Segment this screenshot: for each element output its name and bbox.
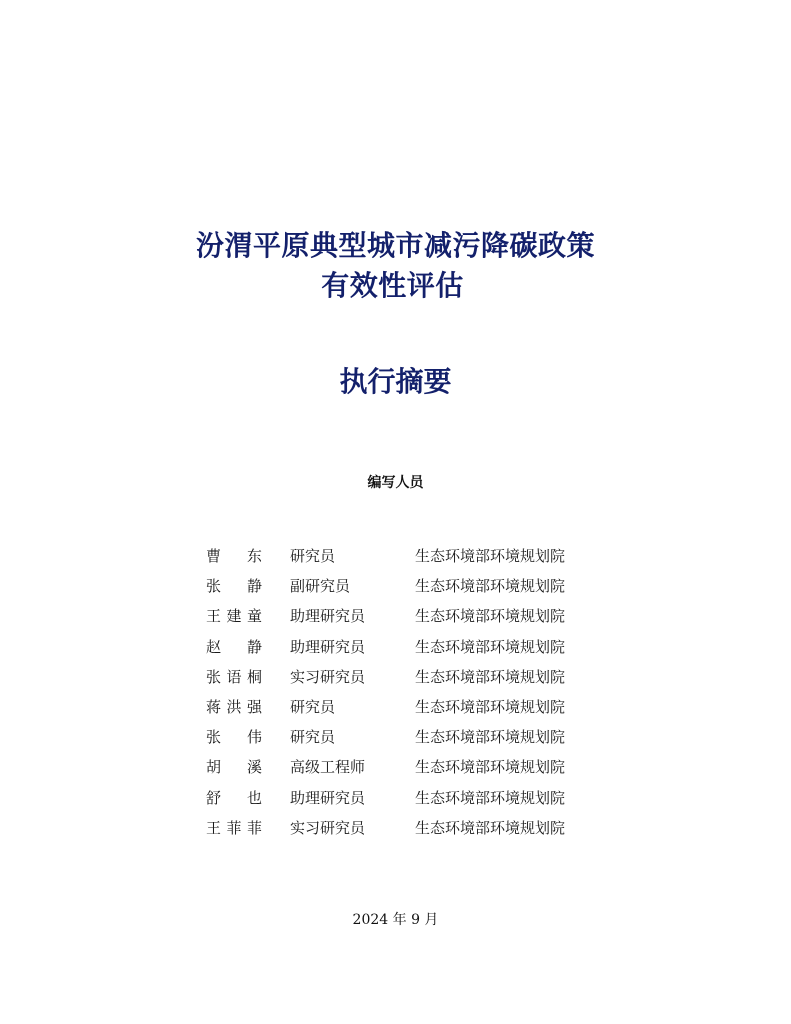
document-title bbox=[0, 226, 791, 306]
author-org: 生态环境部环境规划院 bbox=[415, 607, 566, 626]
author-name: 胡 溪 bbox=[206, 758, 262, 777]
author-name: 赵 静 bbox=[206, 637, 262, 656]
author-name: 张 静 bbox=[206, 577, 262, 596]
title-line-2: 有效性评估 bbox=[321, 269, 464, 302]
author-title: 助理研究员 bbox=[290, 607, 366, 626]
author-row bbox=[206, 816, 606, 846]
author-row bbox=[206, 725, 606, 755]
author-title: 研究员 bbox=[290, 547, 336, 565]
author-org: 生态环境部环境规划院 bbox=[415, 758, 566, 777]
author-org: 生态环境部环境规划院 bbox=[415, 697, 566, 716]
authors-list bbox=[206, 544, 606, 846]
author-org: 生态环境部环境规划院 bbox=[415, 667, 566, 686]
author-name: 张 伟 bbox=[206, 728, 262, 747]
author-name: 王菲菲 bbox=[206, 818, 262, 837]
author-title: 研究员 bbox=[290, 728, 336, 747]
title-line-1: 汾渭平原典型城市减污降碳政策 bbox=[195, 229, 595, 262]
publication-date: 2024 年 9 月 bbox=[352, 912, 439, 928]
author-row bbox=[206, 755, 606, 785]
author-title: 助理研究员 bbox=[290, 788, 366, 807]
author-row bbox=[206, 635, 606, 665]
author-org: 生态环境部环境规划院 bbox=[415, 547, 566, 565]
author-row bbox=[206, 786, 606, 816]
author-row bbox=[206, 665, 606, 695]
author-title: 实习研究员 bbox=[290, 667, 366, 686]
author-name: 舒 也 bbox=[206, 788, 262, 807]
author-name: 曹 东 bbox=[206, 547, 262, 565]
author-org: 生态环境部环境规划院 bbox=[415, 577, 566, 596]
document-subtitle: 执行摘要 bbox=[339, 365, 452, 398]
author-title: 助理研究员 bbox=[290, 637, 366, 656]
author-row bbox=[206, 544, 606, 574]
author-row bbox=[206, 604, 606, 634]
author-org: 生态环境部环境规划院 bbox=[415, 788, 566, 807]
author-org: 生态环境部环境规划院 bbox=[415, 728, 566, 747]
authors-heading: 编写人员 bbox=[367, 475, 424, 491]
author-title: 研究员 bbox=[290, 697, 336, 716]
author-org: 生态环境部环境规划院 bbox=[415, 818, 566, 837]
author-org: 生态环境部环境规划院 bbox=[415, 637, 566, 656]
author-row bbox=[206, 695, 606, 725]
author-title: 实习研究员 bbox=[290, 818, 366, 837]
author-title: 高级工程师 bbox=[290, 758, 366, 777]
author-name: 蒋洪强 bbox=[206, 697, 262, 716]
author-row bbox=[206, 574, 606, 604]
author-title: 副研究员 bbox=[290, 577, 351, 596]
author-name: 王建童 bbox=[206, 607, 262, 626]
author-name: 张语桐 bbox=[206, 667, 262, 686]
